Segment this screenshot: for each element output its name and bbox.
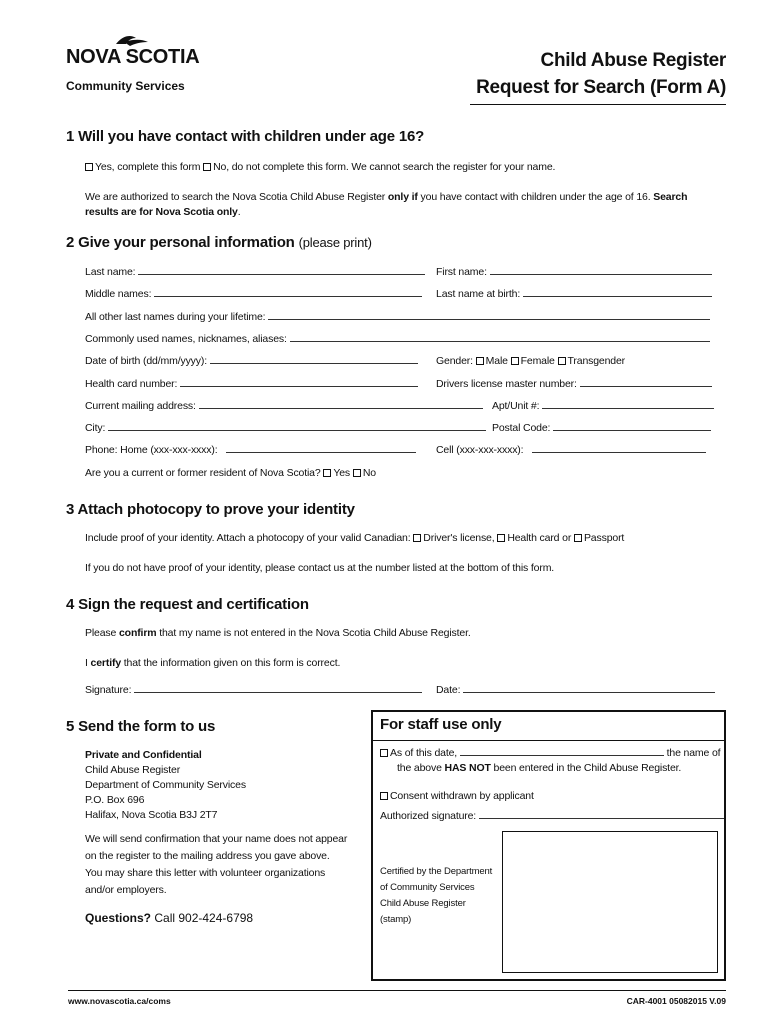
no-proof-text: If you do not have proof of your identity, please contact us at the number listed at the bottom of this form. xyxy=(85,562,555,574)
consent-label: Consent withdrawn by applicant xyxy=(390,790,534,802)
phone-row xyxy=(85,444,416,456)
staff-title: For staff use only xyxy=(380,716,502,733)
drivers-checkbox[interactable] xyxy=(413,534,421,542)
above-part: the above xyxy=(397,762,445,774)
male-label: Male xyxy=(485,355,508,367)
postal-row xyxy=(492,422,711,434)
section2-heading-text: 2 Give your personal information xyxy=(66,234,295,251)
form-title-line2: Request for Search (Form A) xyxy=(476,77,726,98)
note-emphasis: Search xyxy=(653,191,688,203)
address-line4: Halifax, Nova Scotia B3J 2T7 xyxy=(85,809,218,821)
no-checkbox[interactable] xyxy=(203,163,211,171)
aliases-row xyxy=(85,333,710,345)
department-name: Community Services xyxy=(66,79,185,93)
consent-checkbox[interactable] xyxy=(380,792,388,800)
drivers-license-label: Drivers license master number: xyxy=(436,378,577,390)
date-field[interactable] xyxy=(463,684,715,693)
mailing-address-row xyxy=(85,400,483,412)
gender-row xyxy=(436,355,625,367)
section2-heading xyxy=(66,234,372,251)
info-line1: We will send confirmation that your name does not appear xyxy=(85,833,348,845)
cert-line1: Certified by the Department xyxy=(380,866,493,877)
middle-names-field[interactable] xyxy=(154,288,422,297)
aliases-field[interactable] xyxy=(290,333,710,342)
postal-label: Postal Code: xyxy=(492,422,551,434)
cert-line4: (stamp) xyxy=(380,914,412,925)
note-text: We are authorized to search the Nova Scotia Child Abuse Register xyxy=(85,191,388,203)
note-emphasis: only if xyxy=(387,191,418,203)
note-emphasis: results are for Nova Scotia only xyxy=(85,206,238,218)
aliases-label: Commonly used names, nicknames, aliases: xyxy=(85,333,287,345)
staff-divider xyxy=(373,740,724,741)
apt-field[interactable] xyxy=(542,400,714,409)
apt-row xyxy=(492,400,714,412)
name-of-label: the name of xyxy=(666,747,721,759)
above-part: been entered in the Child Abuse Register. xyxy=(490,762,682,774)
yes-checkbox[interactable] xyxy=(85,163,93,171)
signature-row xyxy=(85,684,422,696)
city-field[interactable] xyxy=(108,422,486,431)
date-label: Date: xyxy=(436,684,461,696)
dob-field[interactable] xyxy=(210,355,418,364)
proof-text: Include proof of your identity. Attach a photocopy of your valid Canadian: xyxy=(85,532,411,544)
section5-heading: 5 Send the form to us xyxy=(66,718,216,735)
gender-label: Gender: xyxy=(436,355,473,367)
no-label: No, do not complete this form. We cannot search the register for your name. xyxy=(213,161,556,173)
drivers-label: Driver's license, xyxy=(423,532,495,544)
above-row xyxy=(397,762,681,774)
mailing-address-label: Current mailing address: xyxy=(85,400,196,412)
confirm-emphasis: confirm xyxy=(118,627,157,639)
questions-phone: Call 902-424-6798 xyxy=(154,911,254,925)
city-row xyxy=(85,422,486,434)
postal-field[interactable] xyxy=(553,422,711,431)
address-title-text: Private and Confidential xyxy=(85,749,202,761)
as-of-row xyxy=(380,747,720,759)
female-label: Female xyxy=(520,355,555,367)
info-line3: You may share this letter with volunteer organizations xyxy=(85,867,326,879)
section1-note-line1 xyxy=(85,191,687,203)
questions-label: Questions? xyxy=(85,911,152,925)
female-checkbox[interactable] xyxy=(511,357,519,365)
resident-no-label: No xyxy=(362,467,376,479)
other-names-row xyxy=(85,311,710,323)
health-card-label: Health card number: xyxy=(85,378,178,390)
mailing-address-field[interactable] xyxy=(199,400,483,409)
info-line4: and/or employers. xyxy=(85,884,167,896)
resident-yes-checkbox[interactable] xyxy=(323,469,331,477)
section1-options xyxy=(85,161,555,173)
health-checkbox[interactable] xyxy=(497,534,505,542)
footer-form-code: CAR-4001 05082015 V.09 xyxy=(626,996,726,1006)
first-name-field[interactable] xyxy=(490,266,712,275)
passport-label: Passport xyxy=(583,532,625,544)
consent-row xyxy=(380,790,534,802)
confirm-text xyxy=(85,627,471,639)
phone-home-label: Phone: Home (xxx-xxx-xxxx): xyxy=(85,444,218,456)
footer-url[interactable]: www.novascotia.ca/coms xyxy=(68,996,171,1006)
last-name-birth-row xyxy=(436,288,712,300)
cell-field[interactable] xyxy=(532,444,706,453)
cell-label: Cell (xxx-xxx-xxxx): xyxy=(436,444,524,456)
address-line2: Department of Community Services xyxy=(85,779,246,791)
dob-label: Date of birth (dd/mm/yyyy): xyxy=(85,355,207,367)
phone-home-field[interactable] xyxy=(226,444,416,453)
last-name-birth-field[interactable] xyxy=(523,288,712,297)
confirm-part: Please xyxy=(85,627,119,639)
last-name-label: Last name: xyxy=(85,266,136,278)
note-text: . xyxy=(237,206,241,218)
footer-divider xyxy=(68,990,726,991)
city-label: City: xyxy=(85,422,106,434)
section1-note-line2 xyxy=(85,206,241,218)
cert-line2: of Community Services xyxy=(380,882,475,893)
proof-row xyxy=(85,532,624,544)
address-line1: Child Abuse Register xyxy=(85,764,181,776)
first-name-row xyxy=(436,266,712,278)
yes-label: Yes, complete this form xyxy=(95,161,201,173)
signature-label: Signature: xyxy=(85,684,132,696)
note-text: you have contact with children under the age of 16. xyxy=(417,191,654,203)
date-row xyxy=(436,684,715,696)
above-emphasis: HAS NOT xyxy=(444,762,491,774)
logo xyxy=(66,36,200,68)
health-card-row xyxy=(85,378,418,390)
resident-yes-label: Yes xyxy=(333,467,351,479)
passport-checkbox[interactable] xyxy=(574,534,582,542)
address-line3: P.O. Box 696 xyxy=(85,794,145,806)
resident-question: Are you a current or former resident of Nova Scotia? xyxy=(85,467,321,479)
middle-names-row xyxy=(85,288,422,300)
resident-no-checkbox[interactable] xyxy=(353,469,361,477)
info-line2: on the register to the mailing address you gave above. xyxy=(85,850,330,862)
cert-line3: Child Abuse Register xyxy=(380,898,466,909)
apt-label: Apt/Unit #: xyxy=(492,400,540,412)
address-title xyxy=(85,749,202,761)
as-of-label: As of this date, xyxy=(390,747,458,759)
section4-heading: 4 Sign the request and certification xyxy=(66,596,309,613)
last-name-birth-label: Last name at birth: xyxy=(436,288,521,300)
middle-names-label: Middle names: xyxy=(85,288,152,300)
form-title-line1: Child Abuse Register xyxy=(540,50,726,71)
transgender-label: Transgender xyxy=(567,355,626,367)
section2-heading-sub: (please print) xyxy=(298,235,372,250)
drivers-license-row xyxy=(436,378,712,390)
certify-emphasis: certify xyxy=(90,657,122,669)
certify-part: that the information given on this form is correct. xyxy=(121,657,341,669)
dob-row xyxy=(85,355,418,367)
auth-sig-field[interactable] xyxy=(479,810,724,819)
other-names-field[interactable] xyxy=(268,311,710,320)
health-card-field[interactable] xyxy=(180,378,418,387)
first-name-label: First name: xyxy=(436,266,487,278)
drivers-license-field[interactable] xyxy=(580,378,712,387)
last-name-row xyxy=(85,266,425,278)
title-underline xyxy=(470,104,726,105)
section3-heading: 3 Attach photocopy to prove your identity xyxy=(66,501,355,518)
male-checkbox[interactable] xyxy=(476,357,484,365)
logo-wordmark: NOVA SCOTIA xyxy=(66,46,200,68)
auth-sig-label: Authorized signature: xyxy=(380,810,477,822)
other-names-label: All other last names during your lifetime: xyxy=(85,311,266,323)
stamp-area[interactable] xyxy=(502,831,718,973)
staff-use-box xyxy=(371,710,726,981)
as-of-checkbox[interactable] xyxy=(380,749,388,757)
certify-part: I xyxy=(85,657,91,669)
signature-field[interactable] xyxy=(134,684,422,693)
certify-text xyxy=(85,657,340,669)
confirm-part: that my name is not entered in the Nova Scotia Child Abuse Register. xyxy=(156,627,471,639)
as-of-field[interactable] xyxy=(460,747,664,756)
auth-sig-row xyxy=(380,810,724,822)
cell-row xyxy=(436,444,706,456)
resident-row xyxy=(85,467,376,479)
transgender-checkbox[interactable] xyxy=(558,357,566,365)
questions-line xyxy=(85,911,253,925)
last-name-field[interactable] xyxy=(138,266,425,275)
section1-heading: 1 Will you have contact with children under age 16? xyxy=(66,128,425,145)
health-label: Health card or xyxy=(507,532,572,544)
